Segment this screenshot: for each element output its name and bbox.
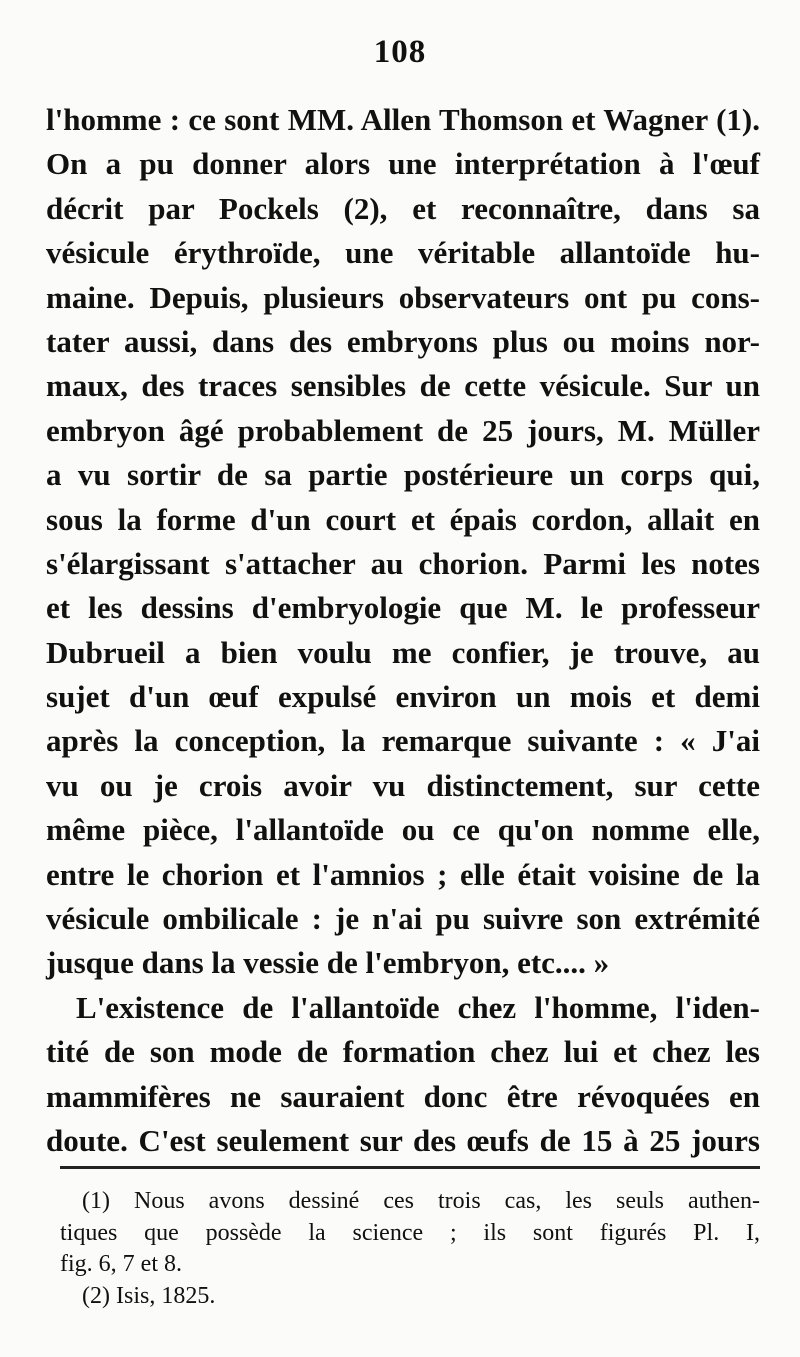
footnote-line: fig. 6, 7 et 8.	[60, 1251, 182, 1277]
text-line: sujet d'un œuf expulsé environ un mois et demi	[46, 679, 760, 715]
body-text	[46, 98, 760, 1163]
text-line: vésicule érythroïde, une véritable allantoïde hu-	[46, 235, 760, 271]
footnote-line: tiques que possède la science ; ils sont figurés Pl. I,	[60, 1219, 760, 1246]
text-line: s'élargissant s'attacher au chorion. Parmi les notes	[46, 545, 760, 581]
text-line: doute. C'est seulement sur des œufs de 15 à 25 jours	[46, 1122, 760, 1158]
text-line: l'homme : ce sont MM. Allen Thomson et Wagner (1).	[46, 102, 760, 137]
text-line: Dubrueil a bien voulu me confier, je trouve, au	[46, 634, 760, 670]
text-line: vu ou je crois avoir vu distinctement, sur cette	[46, 767, 760, 803]
text-line: décrit par Pockels (2), et reconnaître, dans sa	[46, 190, 760, 226]
text-line: entre le chorion et l'amnios ; elle était voisine de la	[46, 856, 760, 892]
footnote-line: (2) Isis, 1825.	[82, 1282, 216, 1309]
text-line: après la conception, la remarque suivante : « J'ai	[46, 723, 760, 759]
text-line: sous la forme d'un court et épais cordon, allait en	[46, 501, 760, 537]
footnote-divider	[60, 1166, 760, 1169]
text-line: maux, des traces sensibles de cette vésicule. Sur un	[46, 368, 760, 404]
footnotes	[60, 1186, 760, 1312]
footnote-line: (1) Nous avons dessiné ces trois cas, les seuls authen-	[82, 1188, 760, 1214]
text-line: jusque dans la vessie de l'embryon, etc.... »	[46, 945, 610, 981]
text-line: L'existence de l'allantoïde chez l'homme, l'iden-	[76, 989, 760, 1025]
page-number: 108	[373, 34, 427, 70]
text-line: On a pu donner alors une interprétation à l'œuf	[46, 146, 760, 182]
text-line: a vu sortir de sa partie postérieure un corps qui,	[46, 457, 760, 493]
text-line: et les dessins d'embryologie que M. le professeur	[46, 590, 760, 626]
text-line: même pièce, l'allantoïde ou ce qu'on nomme elle,	[46, 812, 760, 848]
text-line: maine. Depuis, plusieurs observateurs ont pu cons-	[46, 279, 760, 315]
text-line: tater aussi, dans des embryons plus ou moins nor-	[46, 323, 760, 359]
text-line: tité de son mode de formation chez lui et chez les	[46, 1034, 760, 1070]
text-line: mammifères ne sauraient donc être révoquées en	[46, 1078, 760, 1114]
text-line: vésicule ombilicale : je n'ai pu suivre son extrémité	[46, 901, 760, 937]
text-line: embryon âgé probablement de 25 jours, M. Müller	[46, 412, 760, 448]
